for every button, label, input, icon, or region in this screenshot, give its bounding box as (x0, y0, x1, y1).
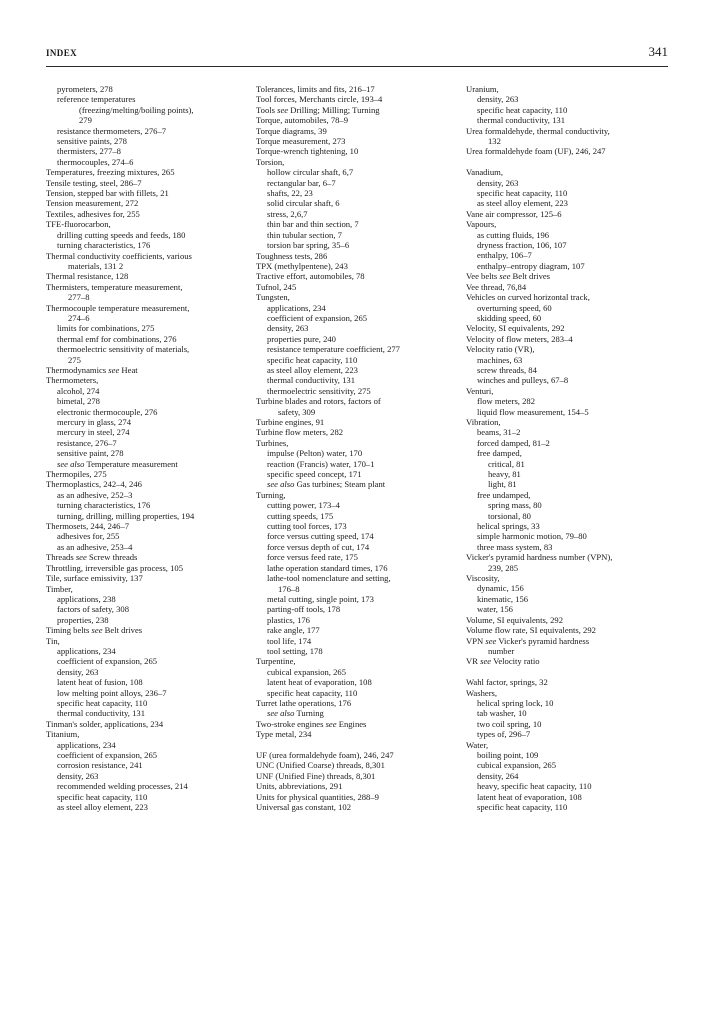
index-entry: Threads see Screw threads (46, 552, 138, 563)
index-subentry: shafts, 22, 23 (267, 188, 313, 199)
index-subentry: latent heat of evaporation, 108 (267, 677, 372, 688)
index-column-1 (46, 84, 246, 812)
index-subentry: cubical expansion, 265 (477, 760, 556, 771)
index-entry: Titanium, (46, 729, 80, 740)
index-subentry: 275 (68, 354, 81, 365)
index-subentry: two coil spring, 10 (477, 718, 542, 729)
index-subentry: kinematic, 156 (477, 593, 529, 604)
index-entry: Throttling, irreversible gas process, 105 (46, 562, 183, 573)
index-subentry: 239, 285 (488, 562, 519, 573)
index-entry: Turret lathe operations, 176 (256, 697, 352, 708)
index-entry: Tension, stepped bar with fillets, 21 (46, 188, 169, 199)
index-entry: Torque measurement, 273 (256, 136, 346, 147)
index-subentry: lathe-tool nomenclature and setting, (267, 573, 391, 584)
index-subentry: turning characteristics, 176 (57, 240, 151, 251)
index-subentry: applications, 234 (267, 302, 326, 313)
index-entry: Vehicles on curved horizontal track, (466, 292, 590, 303)
index-entry: Textiles, adhesives for, 255 (46, 208, 140, 219)
index-entry: Velocity, SI equivalents, 292 (466, 323, 565, 334)
index-entry: Volume flow rate, SI equivalents, 292 (466, 625, 596, 636)
index-entry: Tinman's solder, applications, 234 (46, 718, 164, 729)
index-subentry: sensitive paints, 278 (57, 136, 127, 147)
entry-gap (256, 740, 456, 750)
index-subentry: mercury in glass, 274 (57, 417, 131, 427)
index-entry: Type metal, 234 (256, 729, 312, 740)
index-subentry: resistance temperature coefficient, 277 (267, 344, 400, 355)
index-subentry: overturning speed, 60 (477, 302, 552, 313)
index-entry: Vee belts see Belt drives (466, 271, 551, 282)
index-subentry: as an adhesive, 253–4 (57, 541, 133, 552)
index-entry: Thermal resistance, 128 (46, 271, 129, 282)
index-subentry: coefficient of expansion, 265 (57, 656, 158, 667)
index-subentry: force versus cutting speed, 174 (267, 531, 374, 542)
index-entry: Water, (466, 739, 489, 750)
index-subentry: coefficient of expansion, 265 (267, 312, 368, 323)
index-subentry: 274–6 (68, 312, 90, 323)
index-subentry: thermal conductivity, 131 (477, 115, 565, 126)
index-entry: Units, abbreviations, 291 (256, 781, 343, 792)
index-subentry: latent heat of fusion, 108 (57, 677, 143, 688)
index-entry: Tungsten, (256, 292, 290, 303)
index-subentry: recommended welding processes, 214 (57, 781, 188, 792)
index-subentry: low melting point alloys, 236–7 (57, 687, 167, 698)
index-subentry: dryness fraction, 106, 107 (477, 240, 567, 251)
index-subentry: types of, 296–7 (477, 729, 531, 740)
index-subentry: specific heat capacity, 110 (267, 687, 358, 698)
index-entry: Vanadium, (466, 167, 503, 178)
index-subentry: see also Temperature measurement (57, 458, 178, 469)
index-subentry: lathe operation standard times, 176 (267, 562, 388, 573)
index-subentry: free damped, (477, 448, 522, 459)
index-subentry: density, 263 (267, 323, 309, 334)
index-subentry: density, 263 (57, 770, 99, 781)
index-entry: Universal gas constant, 102 (256, 802, 351, 813)
index-entry: Thermosets, 244, 246–7 (46, 521, 130, 532)
index-entry: Volume, SI equivalents, 292 (466, 614, 563, 625)
index-subentry: as cutting fluids, 196 (477, 229, 550, 240)
index-subentry: specific heat capacity, 110 (57, 697, 148, 708)
index-subentry: reaction (Francis) water, 170–1 (267, 458, 375, 469)
index-subentry: 176–8 (278, 583, 300, 594)
index-subentry: helical spring lock, 10 (477, 697, 554, 708)
index-subentry: plastics, 176 (267, 614, 310, 625)
index-subentry: turning characteristics, 176 (57, 500, 151, 511)
index-subentry: coefficient of expansion, 265 (57, 750, 158, 760)
index-subentry: rake angle, 177 (267, 625, 320, 636)
index-entry: Vibration, (466, 416, 501, 427)
index-subentry: density, 263 (477, 177, 519, 188)
index-entry: Thermisters, temperature measurement, (46, 281, 183, 292)
index-entry: Urea formaldehyde foam (UF), 246, 247 (466, 146, 606, 157)
index-entry: UNC (Unified Coarse) threads, 8,301 (256, 760, 385, 771)
index-subentry: rectangular bar, 6–7 (267, 177, 336, 188)
index-subentry: materials, 131 2 (68, 260, 124, 271)
index-subentry: light, 81 (488, 479, 517, 490)
index-subentry: spring mass, 80 (488, 500, 542, 511)
index-subentry: limits for combinations, 275 (57, 323, 155, 334)
index-subentry: see also Gas turbines; Steam plant (267, 479, 386, 490)
index-subentry: electronic thermocouple, 276 (57, 406, 158, 417)
index-entry: Wahl factor, springs, 32 (466, 677, 548, 688)
index-entry: Tension measurement, 272 (46, 198, 139, 209)
index-entry: Units for physical quantities, 288–9 (256, 791, 379, 802)
index-entry: TPX (methylpentene), 243 (256, 260, 348, 271)
index-subentry: screw threads, 84 (477, 364, 537, 375)
index-subentry: critical, 81 (488, 458, 525, 469)
index-subentry: enthalpy, 106–7 (477, 250, 532, 261)
index-entry: Viscosity, (466, 573, 500, 584)
index-subentry: specific heat capacity, 110 (267, 354, 358, 365)
index-subentry: free undamped, (477, 489, 531, 500)
index-subentry: specific heat capacity, 110 (57, 791, 148, 802)
index-entry: VR see Velocity ratio (466, 656, 540, 667)
index-subentry: enthalpy–entropy diagram, 107 (477, 260, 585, 271)
index-entry: Vicker's pyramid hardness number (VPN), (466, 552, 613, 563)
index-entry: Vane air compressor, 125–6 (466, 208, 562, 219)
index-entry: Thermal conductivity coefficients, various (46, 250, 192, 261)
index-entry: Turbine flow meters, 282 (256, 427, 344, 438)
index-subentry: bimetal, 278 (57, 396, 100, 407)
index-entry: Tools see Drilling; Milling; Turning (256, 104, 380, 115)
index-entry: TFE-fluorocarbon, (46, 219, 111, 230)
index-entry: UNF (Unified Fine) threads, 8,301 (256, 770, 376, 781)
index-subentry: mercury in steel, 274 (57, 427, 130, 438)
index-subentry: resistance, 276–7 (57, 437, 117, 448)
index-subentry: latent heat of evaporation, 108 (477, 791, 582, 802)
index-entry: Thermometers, (46, 375, 99, 386)
index-subentry: thermoelectric sensitivity of materials, (57, 344, 190, 355)
page-number: 341 (648, 44, 668, 59)
index-entry: Washers, (466, 687, 498, 698)
index-subentry: sensitive paint, 278 (57, 448, 124, 459)
index-subentry: dynamic, 156 (477, 583, 524, 594)
index-entry: Toughness tests, 286 (256, 250, 328, 261)
index-subentry: density, 264 (477, 770, 519, 781)
index-subentry: torsion bar spring, 35–6 (267, 240, 350, 251)
index-entry: Tensile testing, steel, 286–7 (46, 177, 142, 188)
index-entry: Thermodynamics see Heat (46, 364, 138, 375)
index-column-3 (466, 84, 666, 812)
entry-gap (466, 667, 666, 677)
index-subentry: applications, 234 (57, 645, 116, 656)
index-entry: Tufnol, 245 (256, 281, 297, 292)
index-subentry: stress, 2,6,7 (267, 208, 308, 219)
index-subentry: water, 156 (477, 604, 513, 615)
index-subentry: as steel alloy element, 223 (57, 802, 148, 813)
index-subentry: 279 (79, 115, 92, 126)
index-subentry: force versus feed rate, 175 (267, 552, 358, 563)
index-entry: Thermopiles, 275 (46, 469, 107, 480)
index-subentry: pyrometers, 278 (57, 84, 113, 94)
index-entry: Turbine engines, 91 (256, 417, 325, 427)
index-subentry: thermoelectric sensitivity, 275 (267, 385, 371, 396)
index-subentry: cutting speeds, 175 (267, 510, 334, 521)
index-entry: Turbine blades and rotors, factors of (256, 396, 381, 407)
index-subentry: reference temperatures (57, 94, 136, 105)
index-subentry: torsional, 80 (488, 510, 531, 521)
index-subentry: adhesives for, 255 (57, 531, 120, 542)
index-entry: Tool forces, Merchants circle, 193–4 (256, 94, 383, 105)
index-subentry: parting-off tools, 178 (267, 604, 341, 615)
index-subentry: turning, drilling, milling properties, 194 (57, 510, 195, 521)
index-subentry: as an adhesive, 252–3 (57, 489, 133, 500)
index-subentry: density, 263 (477, 94, 519, 105)
index-subentry: cutting tool forces, 173 (267, 521, 347, 532)
index-entry: Venturi, (466, 385, 494, 396)
index-entry: Torque diagrams, 39 (256, 125, 327, 136)
index-subentry: thin bar and thin section, 7 (267, 219, 359, 230)
index-subentry: thermal conductivity, 131 (57, 708, 145, 719)
index-subentry: applications, 238 (57, 593, 116, 604)
index-subentry: winches and pulleys, 67–8 (477, 375, 569, 386)
index-subentry: corrosion resistance, 241 (57, 760, 143, 771)
index-subentry: tab washer, 10 (477, 708, 527, 719)
index-entry: Velocity of flow meters, 283–4 (466, 333, 573, 344)
entry-gap (466, 157, 666, 167)
index-entry: Thermocouple temperature measurement, (46, 302, 190, 313)
page-header (46, 44, 668, 62)
index-subentry: (freezing/melting/boiling points), (79, 104, 194, 115)
index-subentry: density, 263 (57, 666, 99, 677)
index-entry: VPN see Vicker's pyramid hardness (466, 635, 590, 646)
index-subentry: resistance thermometers, 276–7 (57, 125, 167, 136)
index-subentry: heavy, specific heat capacity, 110 (477, 781, 592, 792)
index-subentry: impulse (Pelton) water, 170 (267, 448, 363, 459)
index-entry: Vee thread, 76,84 (466, 281, 527, 292)
index-subentry: three mass system, 83 (477, 541, 553, 552)
index-entry: Velocity ratio (VR), (466, 344, 535, 355)
index-subentry: boiling point, 109 (477, 749, 539, 760)
index-subentry: hollow circular shaft, 6,7 (267, 167, 354, 178)
index-subentry: thermal emf for combinations, 276 (57, 333, 177, 344)
index-subentry: properties, 238 (57, 614, 109, 625)
index-subentry: thermisters, 277–8 (57, 146, 121, 157)
index-entry: Turbines, (256, 437, 289, 448)
index-subentry: tool setting, 178 (267, 645, 323, 656)
index-subentry: alcohol, 274 (57, 385, 100, 396)
index-entry: Tolerances, limits and fits, 216–17 (256, 84, 375, 94)
index-entry: Urea formaldehyde, thermal conductivity, (466, 125, 610, 136)
index-subentry: 277–8 (68, 292, 90, 303)
index-subentry: factors of safety, 308 (57, 604, 129, 615)
index-subentry: 132 (488, 136, 501, 147)
index-subentry: number (488, 645, 515, 656)
index-subentry: safety, 309 (278, 406, 316, 417)
index-subentry: thin tubular section, 7 (267, 229, 342, 240)
index-subentry: forced damped, 81–2 (477, 437, 550, 448)
index-subentry: thermal conductivity, 131 (267, 375, 355, 386)
index-entry: Tractive effort, automobiles, 78 (256, 271, 365, 282)
index-subentry: machines, 63 (477, 354, 523, 365)
index-entry: Turning, (256, 489, 286, 500)
index-entry: Two-stroke engines see Engines (256, 718, 367, 729)
index-entry: Temperatures, freezing mixtures, 265 (46, 167, 175, 178)
index-column-2 (256, 84, 456, 812)
index-subentry: drilling cutting speeds and feeds, 180 (57, 229, 186, 240)
index-subentry: applications, 234 (57, 739, 116, 750)
index-entry: Timber, (46, 583, 73, 594)
index-entry: Torque-wrench tightening, 10 (256, 146, 359, 157)
index-entry: Tin, (46, 635, 60, 646)
index-subentry: simple harmonic motion, 79–80 (477, 531, 587, 542)
index-subentry: thermocouples, 274–6 (57, 156, 134, 167)
index-subentry: cutting power, 173–4 (267, 500, 340, 511)
index-subentry: properties pure, 240 (267, 333, 336, 344)
index-subentry: see also Turning (267, 708, 324, 719)
index-entry: Torque, automobiles, 78–9 (256, 115, 349, 126)
index-entry: Vapours, (466, 219, 497, 230)
index-entry: Tile, surface emissivity, 137 (46, 573, 143, 584)
index-entry: Turpentine, (256, 656, 296, 667)
index-entry: Timing belts see Belt drives (46, 625, 143, 636)
running-head: INDEX (46, 48, 78, 58)
index-entry: Torsion, (256, 156, 285, 167)
index-subentry: cubical expansion, 265 (267, 666, 346, 677)
index-subentry: as steel alloy element, 223 (477, 198, 568, 209)
index-subentry: specific heat capacity, 110 (477, 104, 568, 115)
index-entry: Thermoplastics, 242–4, 246 (46, 479, 142, 490)
index-subentry: flow meters, 282 (477, 396, 535, 407)
index-subentry: heavy, 81 (488, 469, 521, 480)
index-subentry: specific speed concept, 171 (267, 469, 362, 480)
index-entry: UF (urea formaldehyde foam), 246, 247 (256, 749, 394, 760)
index-subentry: helical springs, 33 (477, 521, 540, 532)
index-subentry: liquid flow measurement, 154–5 (477, 406, 589, 417)
index-subentry: specific heat capacity, 110 (477, 188, 568, 199)
index-subentry: skidding speed, 60 (477, 312, 542, 323)
index-subentry: solid circular shaft, 6 (267, 198, 340, 209)
index-subentry: metal cutting, single point, 173 (267, 593, 374, 604)
index-subentry: tool life, 174 (267, 635, 312, 646)
index-subentry: specific heat capacity, 110 (477, 802, 568, 812)
index-subentry: force versus depth of cut, 174 (267, 541, 370, 552)
index-subentry: as steel alloy element, 223 (267, 364, 358, 375)
index-entry: Uranium, (466, 84, 499, 94)
index-subentry: beams, 31–2 (477, 427, 521, 438)
header-rule (46, 66, 668, 67)
